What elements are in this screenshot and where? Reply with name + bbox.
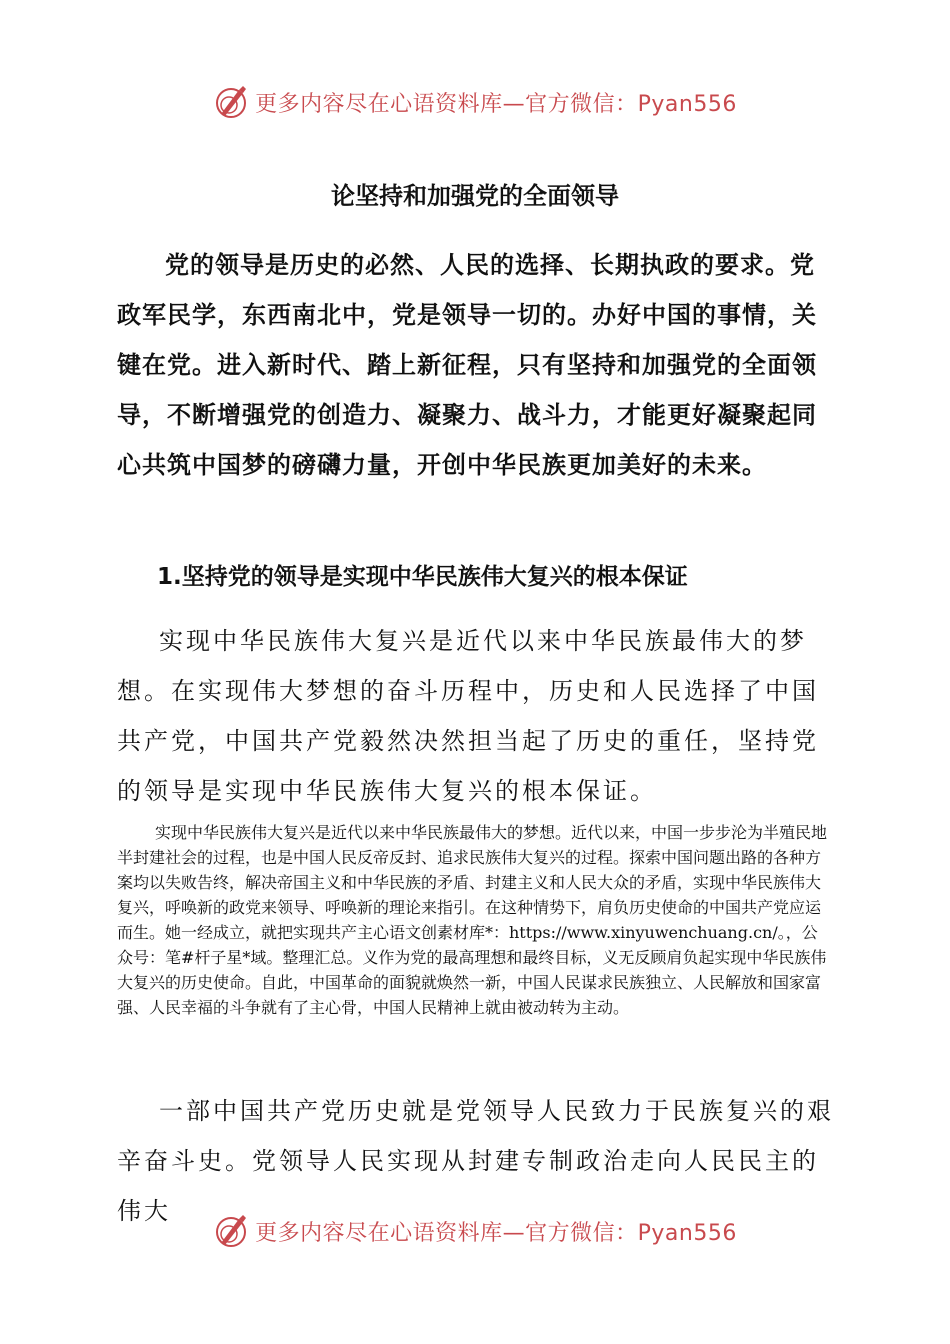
header-banner (0, 82, 950, 122)
body-paragraph-continued: 一部中国共产党历史就是党领导人民致力于民族复兴的艰辛奋斗史。党领导人民实现从封建专制政治走向人民民主的伟大 (117, 1097, 834, 1225)
banner-text: 更多内容尽在心语资料库—官方微信：Pyan556 (255, 1220, 737, 1246)
pen-logo-icon (213, 1213, 249, 1249)
note-paragraph: 实现中华民族伟大复兴是近代以来中华民族最伟大的梦想。近代以来，中国一步步沦为半殖民地半封建社会的过程，也是中国人民反帝反封、追求民族伟大复兴的过程。探索中国问题出路的各种方案均以失败告终，解决帝国主义和中华民族的矛盾、封建主义和人民大众的矛盾，实现中华民族伟大复兴，呼唤新的政党来领导、呼唤新的理论来指引。在这种情势下，肩负历史使命的中国共产党应运而生。她一经成立，就把实现共产主心语文创素材库*：https://www.xinyuwenchuang.cn/。，公众号：笔#杆子星*域。整理汇总。义作为党的最高理想和最终目标，义无反顾肩负起实现中华民族伟大复兴的历史使命。自此，中国革命的面貌就焕然一新，中国人民谋求民族独立、人民解放和国家富强、人民幸福的斗争就有了主心骨，中国人民精神上就由被动转为主动。 (117, 823, 828, 1017)
banner-text: 更多内容尽在心语资料库—官方微信：Pyan556 (255, 91, 737, 117)
section-heading: 1.坚持党的领导是实现中华民族伟大复兴的根本保证 (157, 564, 688, 590)
pen-logo-icon (213, 84, 249, 120)
page-title: 论坚持和加强党的全面领导 (331, 182, 619, 210)
footer-banner (0, 1211, 950, 1251)
body-paragraph: 实现中华民族伟大复兴是近代以来中华民族最伟大的梦想。在实现伟大梦想的奋斗历程中，历史和人民选择了中国共产党，中国共产党毅然决然担当起了历史的重任，坚持党的领导是实现中华民族伟大复兴的根本保证。 (117, 627, 819, 805)
intro-paragraph: 党的领导是历史的必然、人民的选择、长期执政的要求。党政军民学，东西南北中，党是领导一切的。办好中国的事情，关键在党。进入新时代、踏上新征程，只有坚持和加强党的全面领导，不断增强党的创造力、凝聚力、战斗力，才能更好凝聚起同心共筑中国梦的磅礴力量，开创中华民族更加美好的未来。 (117, 251, 817, 479)
